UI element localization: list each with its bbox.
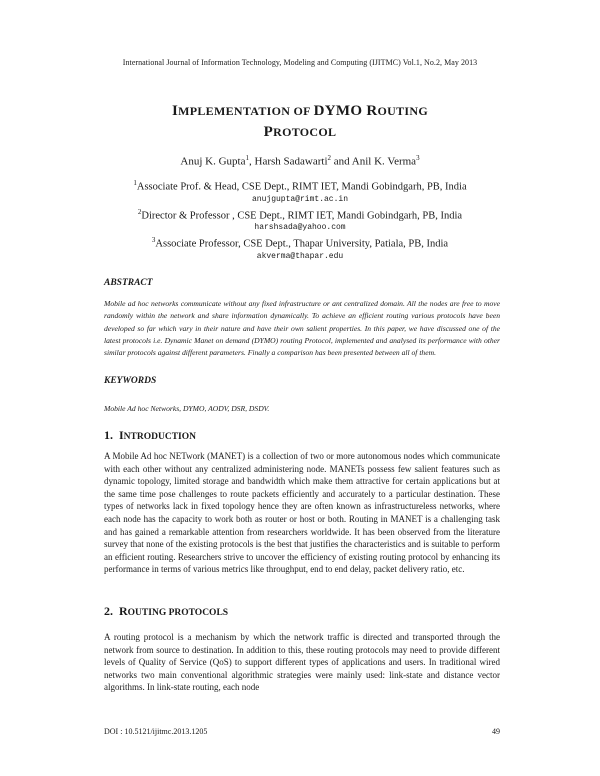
doi-label: DOI : 10.5121/ijitmc.2013.1205 [104, 727, 208, 736]
author-email-2[interactable]: harshsada@yahoo.com [254, 223, 346, 232]
routing-protocols-paragraph: A routing protocol is a mechanism by which the network traffic is directed and transported through the network from source to destination. In addition to this, these routing protocols may need to provide different levels of Quality of Service (QoS) to support different types of applications and users. In traditional wired networks two main conventional algorithmic strategies were mainly used: link-state and distance vector algorithms. In link-state routing, each node [104, 632, 500, 693]
keywords-text: Mobile Ad hoc Networks, DYMO, AODV, DSR, DSDV. [104, 404, 270, 413]
title-line-2: PROTOCOL [263, 124, 337, 140]
introduction-paragraph: A Mobile Ad hoc NETwork (MANET) is a collection of two or more autonomous nodes which communicate with each other without any centralized administering node. MANETs possess few salient features such as dynamic topology, limited storage and bandwidth which make them attractive for certain applications but at the same time pose challenges to route packets efficiently and accurately to a particular destination. These types of networks lack in fixed topology hence they are often known as infrastructureless networks, where each node has the capacity to work both as router or host or both. Routing in MANET is a challenging task and has gained a remarkable attention from researchers worldwide. It has been observed from the literature survey that none of the existing protocols is the best that justifies the characteristics and is suitable to perform an efficient routing. Researchers strive to uncover the efficiency of existing routing protocol by enhancing its performance in terms of various metrics like throughput, end to end delay, packet delivery ratio, etc. [104, 451, 500, 575]
affiliation-3: $^3$Associate Professor, CSE Dept., Thapar University, Patiala, PB, India [151, 236, 449, 250]
paper-title [0, 101, 600, 143]
abstract-heading: ABSTRACT [104, 278, 153, 288]
section-heading-introduction: 1. INTRODUCTION [104, 428, 196, 442]
abstract-text: Mobile ad hoc networks communicate without any fixed infrastructure or ant centralized domain. All the nodes are free to move randomly within the network and share information dynamically. To achieve an efficient routing various protocols have been developed so far which vary in their nature and have their own salient properties. In this paper, we have discussed one of the latest protocols i.e. Dynamic Manet on demand (DYMO) routing Protocol, implemented and analysed its performance with other similar protocols against different parameters. Finally a comparison has been presented between all of them. [104, 299, 500, 358]
author-email-3[interactable]: akverma@thapar.edu [256, 251, 344, 261]
affiliation-2: $^2$Director & Professor , CSE Dept., RIMT IET, Mandi Gobindgarh, PB, India [137, 207, 463, 221]
author-list: Anuj K. Gupta$^1$, Harsh Sadawarti$^2$ and Anil K. Verma$^3$ [180, 154, 420, 168]
affiliations [0, 177, 600, 263]
keywords-heading: KEYWORDS [104, 376, 157, 386]
title-line-1: IMPLEMENTATION OF DYMO ROUTING [171, 103, 429, 119]
author-email-1[interactable]: anujgupta@rimt.ac.in [251, 194, 348, 204]
page-number: 49 [492, 727, 500, 736]
page-footer [104, 727, 500, 736]
running-head: International Journal of Information Technology, Modeling and Computing (IJITMC) Vol.1, No.2, May 2013 [122, 58, 478, 67]
affiliation-1: $^1$Associate Prof. & Head, CSE Dept., RIMT IET, Mandi Gobindgarh, PB, India [133, 179, 467, 193]
section-heading-routing-protocols: 2. ROUTING PROTOCOLS [104, 604, 229, 618]
